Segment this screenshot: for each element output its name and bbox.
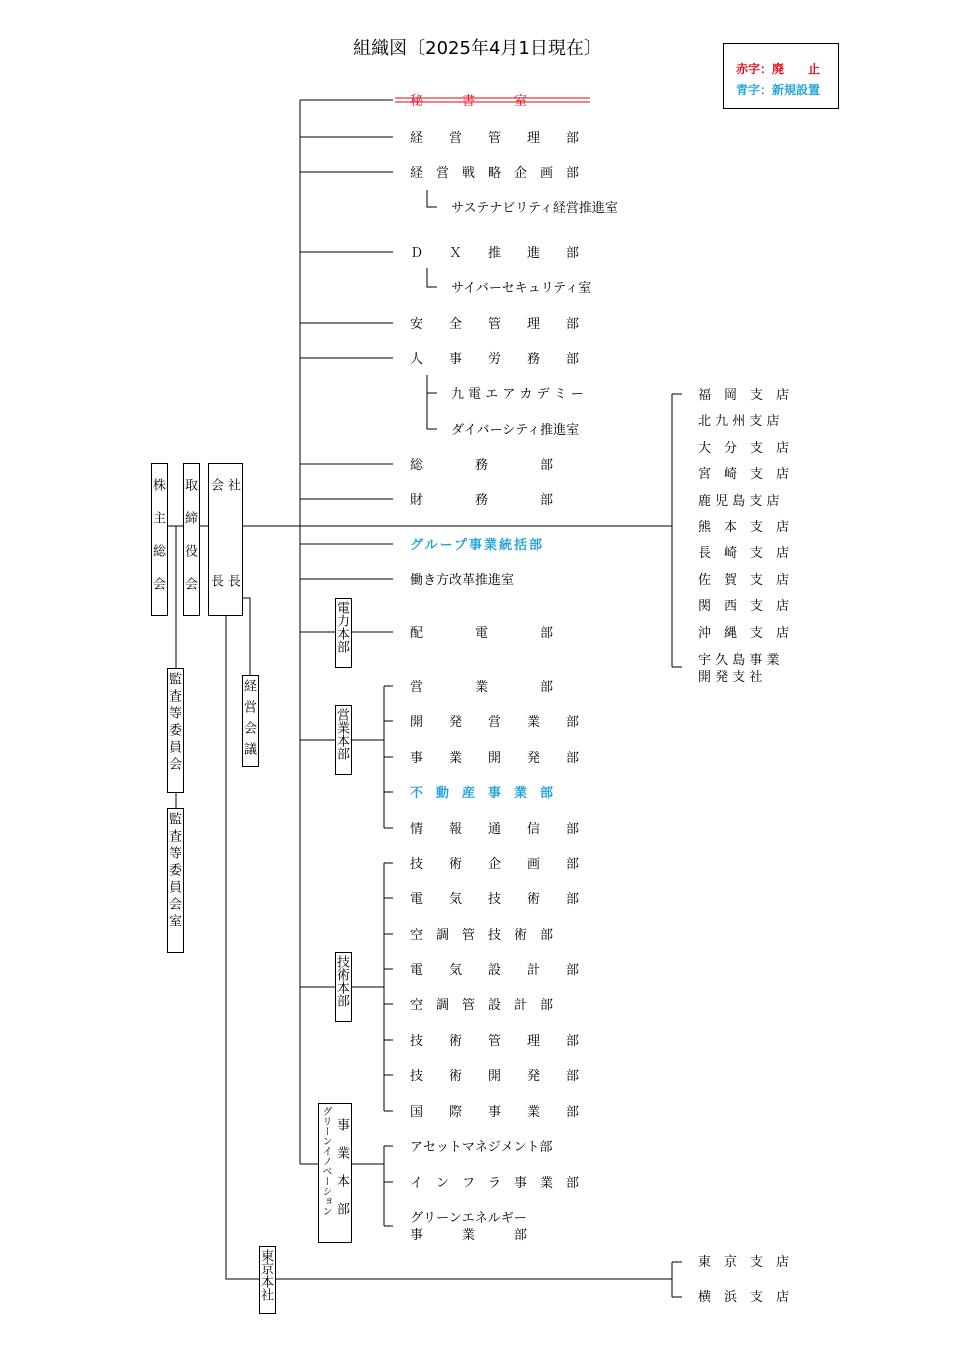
branch-5: 熊 本 支 店 bbox=[698, 520, 790, 535]
tech-unit-0: 技 術 企 画 部 bbox=[410, 857, 580, 872]
branch-2: 大 分 支 店 bbox=[698, 441, 790, 456]
green-unit-1: イ ン フ ラ 事 業 部 bbox=[410, 1176, 580, 1191]
branch-1: 北 九 州 支 店 bbox=[698, 414, 780, 429]
dept-secretariat: 秘 書 室 bbox=[410, 94, 528, 109]
sales-unit-real-estate: 不 動 産 事 業 部 bbox=[410, 786, 554, 801]
green-division-large-label: 事業本部 bbox=[334, 1118, 349, 1230]
power-division-label: 電力本部 bbox=[334, 601, 349, 653]
legend-abolished: 赤字：廃 止 bbox=[736, 62, 821, 76]
power-unit-distribution: 配 電 部 bbox=[410, 626, 554, 641]
branch-11: 開 発 支 社 bbox=[698, 670, 763, 685]
tech-unit-6: 技 術 開 発 部 bbox=[410, 1069, 580, 1084]
branch-8: 関 西 支 店 bbox=[698, 599, 790, 614]
legend-new: 青字：新規設置 bbox=[736, 83, 821, 97]
sales-unit-0: 営 業 部 bbox=[410, 680, 554, 695]
president-label: 社長 bbox=[225, 478, 240, 670]
dept-group-business: グループ事業統括部 bbox=[410, 538, 544, 553]
branch-9: 沖 縄 支 店 bbox=[698, 626, 790, 641]
branch-3: 宮 崎 支 店 bbox=[698, 467, 790, 482]
sales-unit-4: 情 報 通 信 部 bbox=[410, 822, 580, 837]
tech-unit-2: 空 調 管 技 術 部 bbox=[410, 928, 554, 943]
chairman-label: 会長 bbox=[208, 478, 223, 670]
dept-safety: 安 全 管 理 部 bbox=[410, 317, 580, 332]
green-unit-2: グリーンエネルギー bbox=[410, 1211, 527, 1226]
green-division-small-label: グリーンイノベーション bbox=[320, 1106, 331, 1216]
page-title: 組織図〔2025年4月1日現在〕 bbox=[353, 38, 602, 59]
audit-committee-label: 監査等委員会 bbox=[166, 672, 181, 774]
dept-sustainability: サステナビリティ経営推進室 bbox=[451, 201, 618, 216]
technology-division-label: 技術本部 bbox=[334, 955, 349, 1007]
dept-cyber: サイバーセキュリティ室 bbox=[451, 281, 592, 296]
green-unit-0: アセットマネジメント部 bbox=[410, 1140, 553, 1155]
management-meeting-label: 経営会議 bbox=[241, 679, 256, 763]
dept-diversity: ダイバーシティ推進室 bbox=[451, 423, 580, 438]
tokyo-branch-1: 横 浜 支 店 bbox=[698, 1290, 790, 1305]
branch-7: 佐 賀 支 店 bbox=[698, 573, 790, 588]
tech-unit-3: 電 気 設 計 部 bbox=[410, 963, 580, 978]
tech-unit-5: 技 術 管 理 部 bbox=[410, 1034, 580, 1049]
tokyo-hq-label: 東京本社 bbox=[258, 1249, 273, 1301]
tech-unit-4: 空 調 管 設 計 部 bbox=[410, 998, 554, 1013]
dept-hr: 人 事 労 務 部 bbox=[410, 352, 580, 367]
dept-corporate-mgmt: 経 営 管 理 部 bbox=[410, 131, 580, 146]
branch-10: 宇 久 島 事 業 bbox=[698, 653, 780, 668]
shareholders-label: 株主総会 bbox=[150, 478, 165, 610]
tech-unit-7: 国 際 事 業 部 bbox=[410, 1105, 580, 1120]
green-unit-3: 事 業 部 bbox=[410, 1228, 528, 1243]
sales-unit-1: 開 発 営 業 部 bbox=[410, 715, 580, 730]
board-label: 取締役会 bbox=[182, 478, 197, 610]
branch-6: 長 崎 支 店 bbox=[698, 546, 790, 561]
dept-work-reform: 働き方改革推進室 bbox=[410, 573, 515, 588]
audit-office-label: 監査等委員会室 bbox=[166, 812, 181, 931]
sales-division-label: 営業本部 bbox=[334, 708, 349, 760]
branch-0: 福 岡 支 店 bbox=[698, 388, 790, 403]
branch-4: 鹿 児 島 支 店 bbox=[698, 494, 780, 509]
tokyo-branch-0: 東 京 支 店 bbox=[698, 1255, 790, 1270]
dept-general-affairs: 総 務 部 bbox=[410, 458, 554, 473]
dept-strategy: 経 営 戦 略 企 画 部 bbox=[410, 166, 580, 181]
dept-finance: 財 務 部 bbox=[410, 493, 554, 508]
sales-unit-2: 事 業 開 発 部 bbox=[410, 751, 580, 766]
dept-academy: 九 電 エ ア カ デ ミ ー bbox=[451, 387, 584, 402]
tech-unit-1: 電 気 技 術 部 bbox=[410, 892, 580, 907]
dept-dx: Ｄ Ｘ 推 進 部 bbox=[410, 246, 580, 261]
